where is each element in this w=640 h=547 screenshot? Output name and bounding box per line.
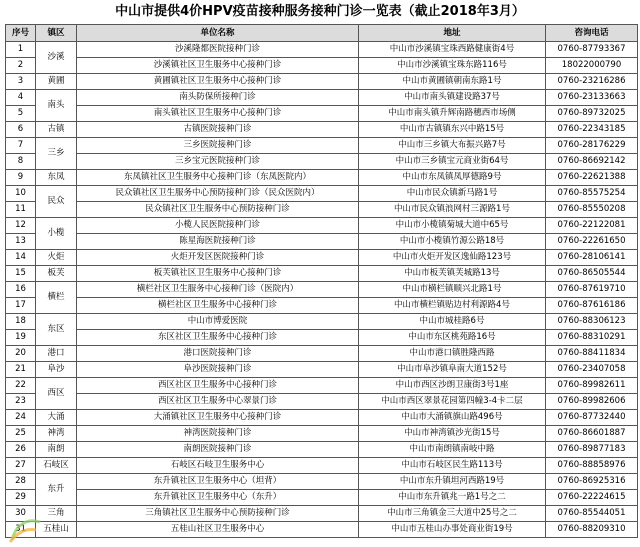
cell-name: 五桂山社区卫生服务中心: [77, 522, 359, 538]
cell-address: 中山市黄圃镇朝南东路1号: [359, 74, 546, 90]
cell-phone: 0760-86692142: [546, 154, 638, 170]
cell-name: 南朗医院接种门诊: [77, 442, 359, 458]
cell-name: 石岐区石岐卫生服务中心: [77, 458, 359, 474]
cell-address: 中山市大涌镇旗山路496号: [359, 410, 546, 426]
cell-address: 中山市西区翠景花园第四幢3-4卡二层: [359, 394, 546, 410]
table-row: [6, 330, 638, 346]
cell-num: 29: [6, 490, 36, 506]
cell-address: 中山市横栏镇贴边村利源路4号: [359, 298, 546, 314]
cell-name: 横栏社区卫生服务中心接种门诊: [77, 298, 359, 314]
cell-num: 13: [6, 234, 36, 250]
table-row: [6, 154, 638, 170]
table-row: [6, 378, 638, 394]
cell-town: 横栏: [36, 282, 77, 314]
cell-address: 中山市东升镇坦河西路19号: [359, 474, 546, 490]
cell-address: 中山市石岐区民生路113号: [359, 458, 546, 474]
cell-num: 3: [6, 74, 36, 90]
cell-phone: 0760-23407058: [546, 362, 638, 378]
table-row: [6, 90, 638, 106]
header-num: 序号: [6, 25, 36, 42]
table-row: [6, 42, 638, 58]
cell-name: 神湾医院接种门诊: [77, 426, 359, 442]
cell-num: 25: [6, 426, 36, 442]
cell-name: 西区社区卫生服务中心翠景门诊: [77, 394, 359, 410]
cell-town: 民众: [36, 186, 77, 218]
cell-name: 南头防保所接种门诊: [77, 90, 359, 106]
header-row: [6, 25, 638, 42]
cell-name: 横栏社区卫生服务中心接种门诊（医院内）: [77, 282, 359, 298]
cell-name: 东凤镇社区卫生服务中心接种门诊（东凤医院内）: [77, 170, 359, 186]
cell-town: 板芙: [36, 266, 77, 282]
cell-town: 古镇: [36, 122, 77, 138]
cell-num: 8: [6, 154, 36, 170]
cell-phone: 0760-28176229: [546, 138, 638, 154]
cell-address: 中山市沙溪镇宝珠东路116号: [359, 58, 546, 74]
cell-phone: 0760-88209310: [546, 522, 638, 538]
cell-phone: 0760-22621388: [546, 170, 638, 186]
cell-address: 中山市五桂山办事处商业街19号: [359, 522, 546, 538]
cell-name: 板芙镇社区卫生服务中心接种门诊: [77, 266, 359, 282]
cell-town: 港口: [36, 346, 77, 362]
cell-num: 15: [6, 266, 36, 282]
cell-address: 中山市小榄镇菊城大道中65号: [359, 218, 546, 234]
cell-phone: 0760-88310291: [546, 330, 638, 346]
table-row: [6, 138, 638, 154]
cell-phone: 0760-89982606: [546, 394, 638, 410]
cell-address: 中山市西区沙朗卫康街3号1座: [359, 378, 546, 394]
table-row: [6, 522, 638, 538]
cell-name: 火炬开发区医院接种门诊: [77, 250, 359, 266]
cell-phone: 0760-28106141: [546, 250, 638, 266]
cell-name: 三乡医院接种门诊: [77, 138, 359, 154]
cell-name: 港口医院接种门诊: [77, 346, 359, 362]
cell-address: 中山市阜沙镇阜南大道152号: [359, 362, 546, 378]
table-row: [6, 74, 638, 90]
cell-address: 中山市民众镇浪网村三源路1号: [359, 202, 546, 218]
cell-num: 12: [6, 218, 36, 234]
table-row: [6, 362, 638, 378]
cell-num: 1: [6, 42, 36, 58]
header-name: 单位名称: [77, 25, 359, 42]
cell-town: 南头: [36, 90, 77, 122]
cell-num: 22: [6, 378, 36, 394]
cell-num: 28: [6, 474, 36, 490]
cell-num: 7: [6, 138, 36, 154]
cell-phone: 0760-88411834: [546, 346, 638, 362]
cell-town: 火炬: [36, 250, 77, 266]
cell-town: 东凤: [36, 170, 77, 186]
cell-phone: 0760-86505544: [546, 266, 638, 282]
cell-phone: 0760-89732025: [546, 106, 638, 122]
cell-name: 东升镇社区卫生服务中心（坦背）: [77, 474, 359, 490]
cell-name: 民众镇社区卫生服务中心预防接种门诊（民众医院内）: [77, 186, 359, 202]
table-row: [6, 442, 638, 458]
cell-phone: 18022000790: [546, 58, 638, 74]
cell-num: 14: [6, 250, 36, 266]
cell-phone: 0760-23133663: [546, 90, 638, 106]
cell-num: 5: [6, 106, 36, 122]
cell-town: 神湾: [36, 426, 77, 442]
cell-phone: 0760-89982611: [546, 378, 638, 394]
table-row: [6, 426, 638, 442]
cell-name: 小榄人民医院接种门诊: [77, 218, 359, 234]
cell-num: 26: [6, 442, 36, 458]
cell-num: 18: [6, 314, 36, 330]
cell-address: 中山市港口镇胜隆西路: [359, 346, 546, 362]
table-row: [6, 58, 638, 74]
cell-town: 南朗: [36, 442, 77, 458]
cell-phone: 0760-22224615: [546, 490, 638, 506]
cell-num: 21: [6, 362, 36, 378]
cell-address: 中山市横栏镇顺兴北路1号: [359, 282, 546, 298]
cell-address: 中山市东区桃苑路16号: [359, 330, 546, 346]
cell-address: 中山市沙溪镇宝珠西路健康街4号: [359, 42, 546, 58]
table-row: [6, 186, 638, 202]
cell-town: 阜沙: [36, 362, 77, 378]
cell-phone: 0760-22343185: [546, 122, 638, 138]
cell-phone: 0760-87732440: [546, 410, 638, 426]
cell-name: 东区社区卫生服务中心接种门诊: [77, 330, 359, 346]
cell-name: 三角镇社区卫生服务中心预防接种门诊: [77, 506, 359, 522]
cell-name: 沙溪隆都医院接种门诊: [77, 42, 359, 58]
cell-name: 陈星海医院接种门诊: [77, 234, 359, 250]
cell-address: 中山市三乡镇宝元商业街64号: [359, 154, 546, 170]
cell-phone: 0760-87616186: [546, 298, 638, 314]
cell-num: 27: [6, 458, 36, 474]
header-address: 地址: [359, 25, 546, 42]
cell-num: 20: [6, 346, 36, 362]
table-row: [6, 298, 638, 314]
cell-phone: 0760-88306123: [546, 314, 638, 330]
cell-name: 古镇医院接种门诊: [77, 122, 359, 138]
cell-phone: 0760-87619710: [546, 282, 638, 298]
cell-address: 中山市东升镇兆一路1号之二: [359, 490, 546, 506]
cell-address: 中山市小榄镇竹源公路18号: [359, 234, 546, 250]
cell-address: 中山市古镇镇东兴中路15号: [359, 122, 546, 138]
table-row: [6, 170, 638, 186]
table-body: [6, 42, 638, 538]
table-row: [6, 250, 638, 266]
table-row: [6, 410, 638, 426]
table-row: [6, 282, 638, 298]
cell-phone: 0760-85550208: [546, 202, 638, 218]
cell-phone: 0760-86925316: [546, 474, 638, 490]
cell-num: 11: [6, 202, 36, 218]
cell-name: 阜沙医院接种门诊: [77, 362, 359, 378]
cell-address: 中山市城桂路6号: [359, 314, 546, 330]
cell-name: 南头镇社区卫生服务中心接种门诊: [77, 106, 359, 122]
cell-address: 中山市南头镇建设路37号: [359, 90, 546, 106]
cell-address: 中山市南头镇升辉南路穗西市场侧: [359, 106, 546, 122]
cell-town: 五桂山: [36, 522, 77, 538]
cell-name: 西区社区卫生服务中心接种门诊: [77, 378, 359, 394]
cell-name: 沙溪镇社区卫生服务中心接种门诊: [77, 58, 359, 74]
cell-num: 23: [6, 394, 36, 410]
cell-town: 东升: [36, 474, 77, 506]
table-row: [6, 122, 638, 138]
cell-town: 大涌: [36, 410, 77, 426]
cell-address: 中山市民众镇新马路1号: [359, 186, 546, 202]
table-row: [6, 218, 638, 234]
cell-address: 中山市板芙镇芙城路13号: [359, 266, 546, 282]
clinic-table: [5, 24, 638, 538]
cell-phone: 0760-22122081: [546, 218, 638, 234]
cell-address: 中山市火炬开发区逸仙路123号: [359, 250, 546, 266]
table-row: [6, 346, 638, 362]
cell-name: 黄圃镇社区卫生服务中心接种门诊: [77, 74, 359, 90]
cell-address: 中山市三角镇金三大道中25号之二: [359, 506, 546, 522]
cell-town: 西区: [36, 378, 77, 410]
cell-name: 三乡宝元医院接种门诊: [77, 154, 359, 170]
cell-name: 民众镇社区卫生服务中心预防接种门诊: [77, 202, 359, 218]
cell-town: 三乡: [36, 138, 77, 170]
cell-town: 石岐区: [36, 458, 77, 474]
cell-num: 9: [6, 170, 36, 186]
cell-phone: 0760-89877183: [546, 442, 638, 458]
table-title: 中山市提供4价HPV疫苗接种服务接种门诊一览表（截止2018年3月）: [115, 4, 525, 19]
cell-num: 2: [6, 58, 36, 74]
cell-town: 东区: [36, 314, 77, 346]
cell-name: 中山市博爱医院: [77, 314, 359, 330]
cell-town: 沙溪: [36, 42, 77, 74]
cell-num: 6: [6, 122, 36, 138]
cell-town: 小榄: [36, 218, 77, 250]
cell-town: 黄圃: [36, 74, 77, 90]
table-row: [6, 266, 638, 282]
cell-phone: 0760-85575254: [546, 186, 638, 202]
cell-phone: 0760-22261650: [546, 234, 638, 250]
table-row: [6, 106, 638, 122]
cell-num: 4: [6, 90, 36, 106]
table-row: [6, 490, 638, 506]
table-row: [6, 458, 638, 474]
header-phone: 咨询电话: [546, 25, 638, 42]
table-row: [6, 506, 638, 522]
cell-name: 东升镇社区卫生服务中心（东升）: [77, 490, 359, 506]
cell-num: 31: [6, 522, 36, 538]
cell-num: 19: [6, 330, 36, 346]
cell-num: 10: [6, 186, 36, 202]
cell-address: 中山市南朗镇南岐中路: [359, 442, 546, 458]
cell-num: 24: [6, 410, 36, 426]
cell-address: 中山市东凤镇凤厚德路9号: [359, 170, 546, 186]
cell-name: 大涌镇社区卫生服务中心接种门诊: [77, 410, 359, 426]
cell-phone: 0760-87793367: [546, 42, 638, 58]
cell-phone: 0760-23216286: [546, 74, 638, 90]
table-row: [6, 234, 638, 250]
table-row: [6, 474, 638, 490]
table-row: [6, 202, 638, 218]
cell-phone: 0760-86601887: [546, 426, 638, 442]
cell-num: 16: [6, 282, 36, 298]
cell-address: 中山市神湾镇沙光街15号: [359, 426, 546, 442]
cell-phone: 0760-85544051: [546, 506, 638, 522]
header-town: 镇区: [36, 25, 77, 42]
cell-address: 中山市三乡镇大布振兴路7号: [359, 138, 546, 154]
cell-phone: 0760-88858976: [546, 458, 638, 474]
cell-num: 17: [6, 298, 36, 314]
table-row: [6, 314, 638, 330]
table-row: [6, 394, 638, 410]
cell-num: 30: [6, 506, 36, 522]
cell-town: 三角: [36, 506, 77, 522]
